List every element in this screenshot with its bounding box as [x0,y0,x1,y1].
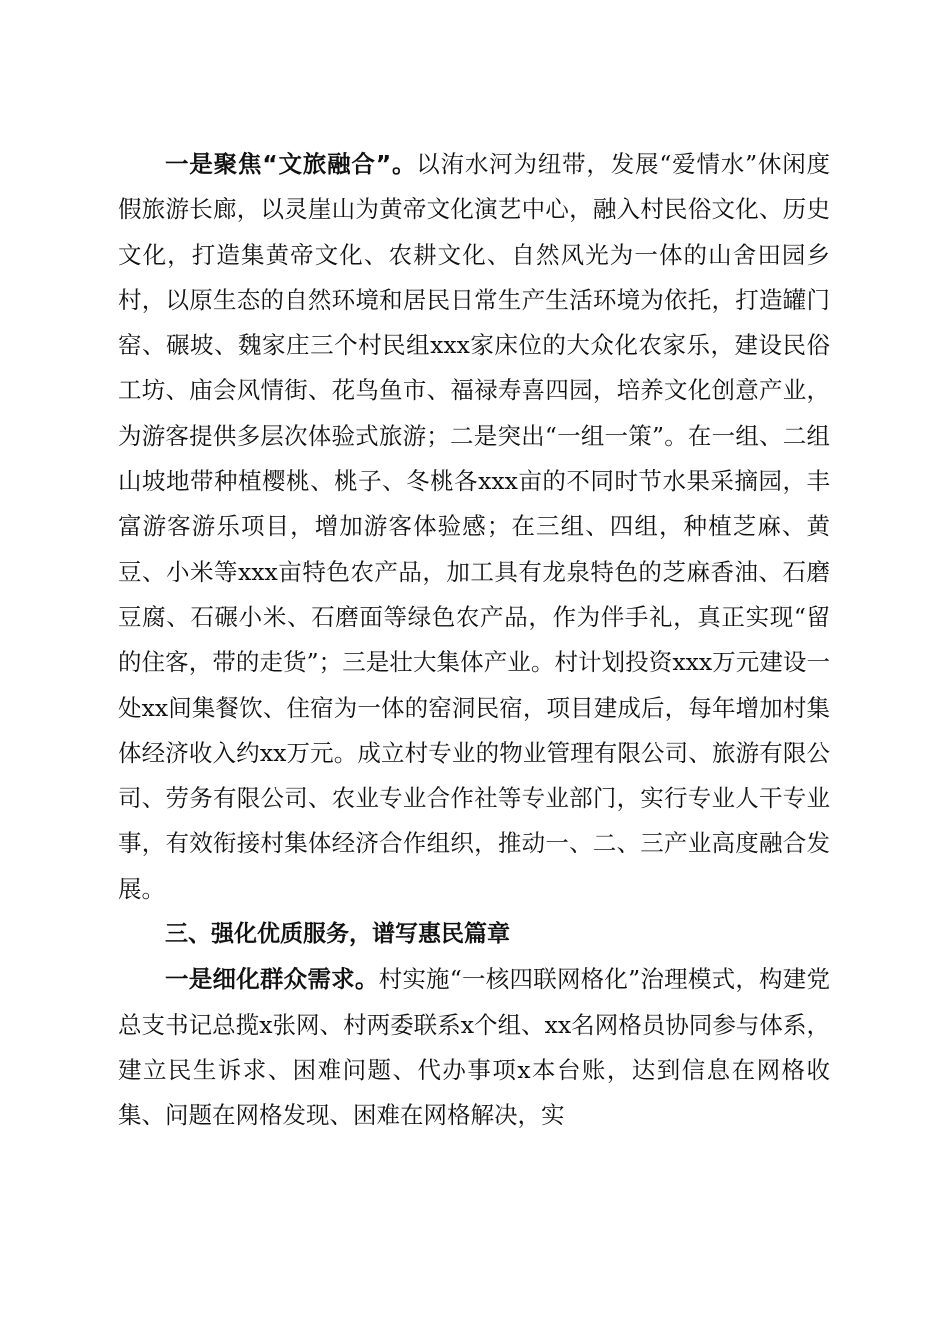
paragraph-text: 村实施“一核四联网格化”治理模式，构建党总支书记总揽x张网、村两委联系x个组、xx名网格员协同参与体系，建立民生诉求、困难问题、代办事项x本台账，达到信息在网格收集、问题在网格发现、困难在网格解决，实 [118,965,831,1130]
paragraph-text: 以洧水河为纽带，发展“爱情水”休闲度假旅游长廊，以灵崖山为黄帝文化演艺中心，融入村民俗文化、历史文化，打造集黄帝文化、农耕文化、自然风光为一体的山舍田园乡村，以原生态的自然环境和居民日常生产生活环境为依托，打造罐门窑、碾坡、魏家庄三个村民组xxx家床位的大众化农家乐，建设民俗工坊、庙会风情街、花鸟鱼市、福禄寿喜四园，培养文化创意产业，为游客提供多层次体验式旅游；二是突出“一组一策”。在一组、二组山坡地带种植樱桃、桃子、冬桃各xxx亩的不同时节水果采摘园，丰富游客游乐项目，增加游客体验感；在三组、四组，种植芝麻、黄豆、小米等xxx亩特色农产品，加工具有龙泉特色的芝麻香油、石磨豆腐、石碾小米、石磨面等绿色农产品，作为伴手礼，真正实现“留的住客，带的走货”；三是壮大集体产业。村计划投资xxx万元建设一处xx间集餐饮、住宿为一体的窑洞民宿，项目建成后，每年增加村集体经济收入约xx万元。成立村专业的物业管理有限公司、旅游有限公司、劳务有限公司、农业专业合作社等专业部门，实行专业人干专业事，有效衔接村集体经济合作组织，推动一、二、三产业高度融合发展。 [118,150,831,903]
paragraph-lead: 一是聚焦“文旅融合”。 [165,150,417,178]
document-body [118,142,830,1139]
paragraph-lead: 一是细化群众需求。 [165,965,379,994]
paragraph-needs [118,957,830,1138]
section-heading: 三、强化优质服务，谱写惠民篇章 [165,921,510,948]
paragraph-culture-tourism [118,142,830,912]
